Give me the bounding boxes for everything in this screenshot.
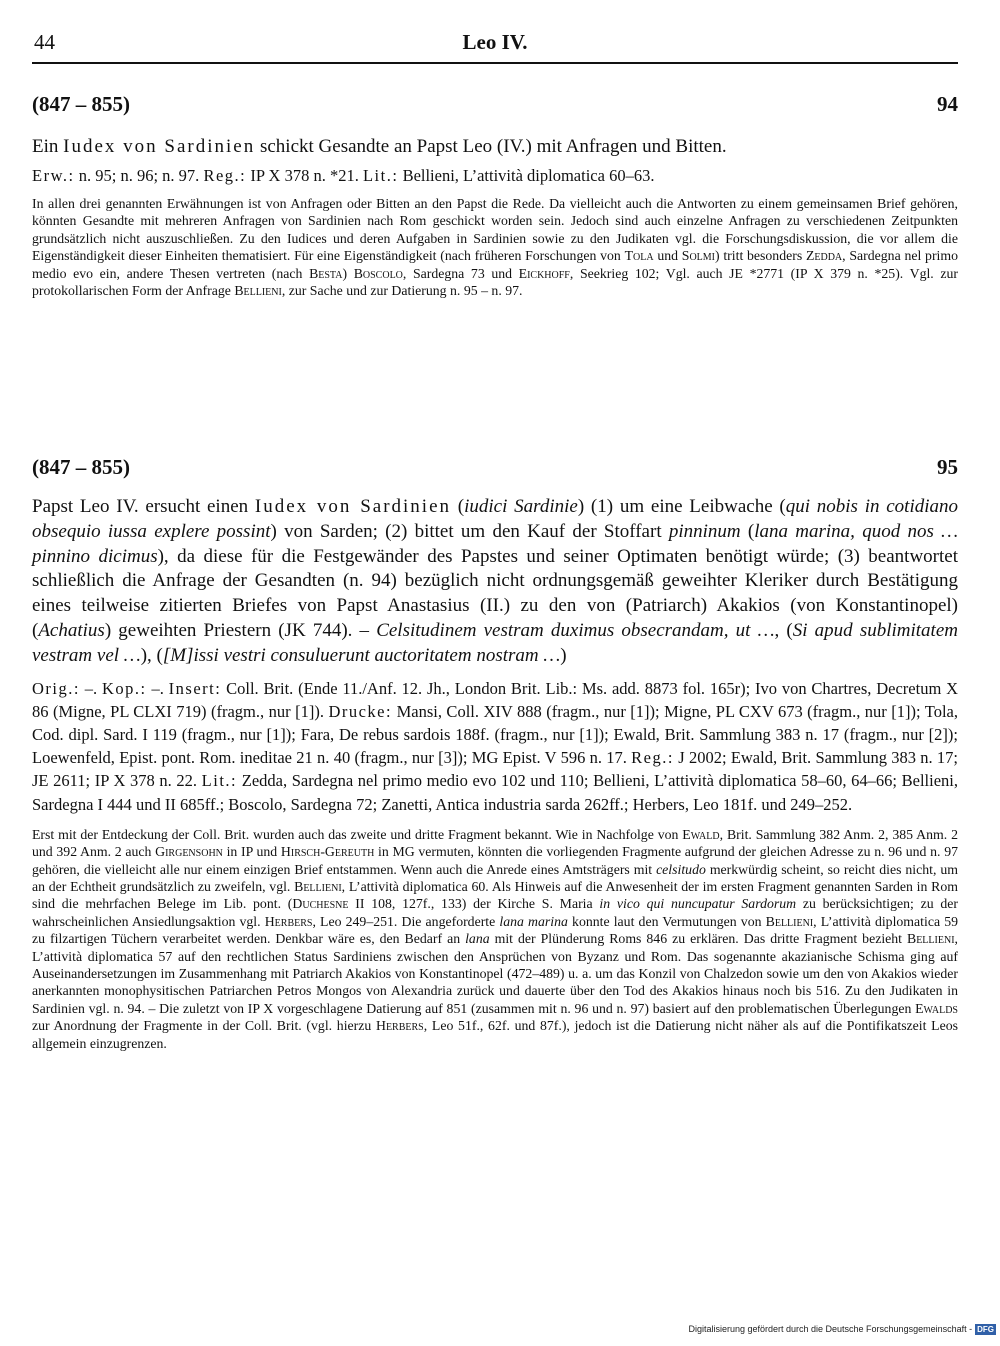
entry-head: [32, 92, 958, 122]
entry-94: [32, 92, 958, 299]
regest: Papst Leo IV. ersucht einen Iudex von Sardinien (iudici Sardinie) (1) um eine Leibwache (qui nobis in cotidiano obsequio iussa explere possint) von Sarden; (2) bittet um den Kauf der Stoffart pinninum (lana marina, quod nos … pinnino dicimus), da diese für die Festgewänder des Papstes und seiner Optimaten benötigt würde; (3) beantwortet schließlich die Anfrage der Gesandten (n. 94) bezüglich nicht ordnungsgemäß geweihter Kleriker durch Bestätigung eines teilweise zitierten Briefes von Papst Anastasius (II.) zu den von (Patriarch) Akakios (von Konstantinopel) (Achatius) geweihten Priestern (JK 744). – Celsitudinem vestram duximus obsecrandam, ut …, (Si apud sublimitatem vestram vel …), ([M]issi vestri consuluerunt auctoritatem nostram …): [32, 496, 959, 666]
page-header: [32, 30, 958, 64]
entry-head: [32, 455, 958, 485]
header-rule: [32, 62, 958, 64]
entry-95: [32, 455, 958, 1052]
footer: [688, 1324, 996, 1335]
regest: Ein Iudex von Sardinien schickt Gesandte an Papst Leo (IV.) mit Anfragen und Bitten.: [32, 136, 727, 157]
footer-text: Digitalisierung gefördert durch die Deutsche Forschungsgemeinschaft -: [688, 1324, 973, 1334]
entry-date: (847 – 855): [32, 92, 130, 116]
running-title: Leo IV.: [462, 30, 528, 54]
entry-number: 94: [937, 92, 958, 116]
entry-number: 95: [937, 455, 958, 479]
page-number: 44: [34, 30, 55, 54]
commentary: In allen drei genannten Erwähnungen ist von Anfragen oder Bitten an den Papst die Rede. Da vielleicht auch die Antworten zu einem gemeinsamen Brief gehören, könnten Gesandte mit mehreren Anfragen von Sardinien nach Rom geschickt worden sein. Jedoch sind auch einzelne Anfragen zu verschiedenen Zeitpunkten grundsätzlich nicht auszuschließen. Zu den Iudices und deren Aufgaben in Sardinien sowie zu den Judikaten vgl. die Forschungsdiskussion, die vor allem die Eigenständigkeit dieser Einheiten thematisiert. Für eine Eigenständigkeit (nach früheren Forschungen von Tola und Solmi) tritt besonders Zedda, Sardegna nel primo medio evo ein, andere Thesen vertreten (nach Besta) Boscolo, Sardegna 73 und Eickhoff, Seekrieg 102; Vgl. auch JE *2771 (IP X 379 n. *25). Vgl. zur protokollarischen Form der Anfrage Bellieni, zur Sache und zur Datierung n. 95 – n. 97.: [32, 196, 959, 299]
commentary: Erst mit der Entdeckung der Coll. Brit. wurden auch das zweite und dritte Fragment bekannt. Wie in Nachfolge von Ewald, Brit. Sammlung 382 Anm. 2, 385 Anm. 2 und 392 Anm. 2 auch Girgensohn in IP und Hirsch-Gereuth in MG vermuten, könnten die vorliegenden Fragmente aufgrund der gleichen Adresse zu n. 96 und n. 97 gehören, die vielleicht alle nur einem einzigen Brief entstammen. Wenn auch die Anrede eines Amtsträgers mit celsitudo merkwürdig scheint, so reicht dies nicht, um an der Echtheit grundsätzlich zu zweifeln, vgl. Bellieni, L’attività diplomatica 60. Als Hinweis auf die Anwesenheit der im ersten Fragment genannten Sarden in Rom sind die mehrfachen Belege im Lib. pont. (Duchesne II 108, 127f., 133) der Kirche S. Maria in vico qui nuncupatur Sardorum zu berücksichtigen; zu der wahrscheinlichen Ansiedlungsaktion vgl. Herbers, Leo 249–251. Die angeforderte lana marina konnte laut den Vermutungen von Bellieni, L’attività diplomatica 59 zu filzartigen Tüchern verarbeitet werden. Denkbar wäre es, den Bedarf an lana mit der Plünderung Roms 846 zu erklären. Das dritte Fragment bezieht Bellieni, L’attività diplomatica 57 auf den rechtlichen Status Sardiniens zwischen den Ansprüchen von Byzanz und Rom. Das sogenannte akazianische Schisma ging auf Auseinandersetzungen im Zusammenhang mit Patriarch Akakios von Konstantinopel (472–489) u. a. um das Konzil von Chalzedon sowie um den von Akakios wieder anerkannten monophysitischen Patriarchen Petros Mongos von Alexandria zurück und dauerte über den Tod des Akakios hinaus noch bis 516. Zu den Judikaten in Sardinien vgl. n. 94. – Die zuletzt von IP X vorgeschlagene Datierung auf 851 (zusammen mit n. 96 und n. 97) basiert auf den problematischen Überlegungen Ewalds zur Anordnung der Fragmente in der Coll. Brit. (vgl. hierzu Herbers, Leo 51f., 62f. und 87f.), jedoch ist die Datierung nicht näher als auf die Pontifikatszeit Leos allgemein einzugrenzen.: [32, 826, 959, 1051]
entry-date: (847 – 855): [32, 455, 130, 479]
dfg-logo: DFG: [977, 1325, 994, 1335]
references: Erw.: n. 95; n. 96; n. 97. Reg.: IP X 378 n. *21. Lit.: Bellieni, L’attività diplomatica 60–63.: [32, 166, 655, 185]
references: Orig.: –. Kop.: –. Insert: Coll. Brit. (Ende 11./Anf. 12. Jh., London Brit. Lib.: Ms. add. 8873 fol. 165r); Ivo von Chartres, Decretum X 86 (Migne, PL CLXI 719) (fragm., nur [1]). Drucke: Mansi, Coll. XIV 888 (fragm., nur [1]); Migne, PL CXV 673 (fragm., nur [1]); Tola, Cod. dipl. Sard. I 119 (fragm., nur [1]); Fara, De rebus sardois 188f. (fragm., nur [1]); Ewald, Brit. Sammlung 383 n. 17 (fragm., nur [2]); Loewenfeld, Epist. pont. Rom. ineditae 21 n. 40 (fragm., nur [3]); MG Epist. V 596 n. 17. Reg.: J 2002; Ewald, Brit. Sammlung 383 n. 17; JE 2611; IP X 378 n. 22. Lit.: Zedda, Sardegna nel primo medio evo 102 und 110; Bellieni, L’attività diplomatica 58–60, 64–66; Bellieni, Sardegna I 444 und II 685ff.; Boscolo, Sardegna 72; Zanetti, Antica industria sarda 262ff.; Herbers, Leo 181f. und 249–252.: [32, 678, 959, 814]
